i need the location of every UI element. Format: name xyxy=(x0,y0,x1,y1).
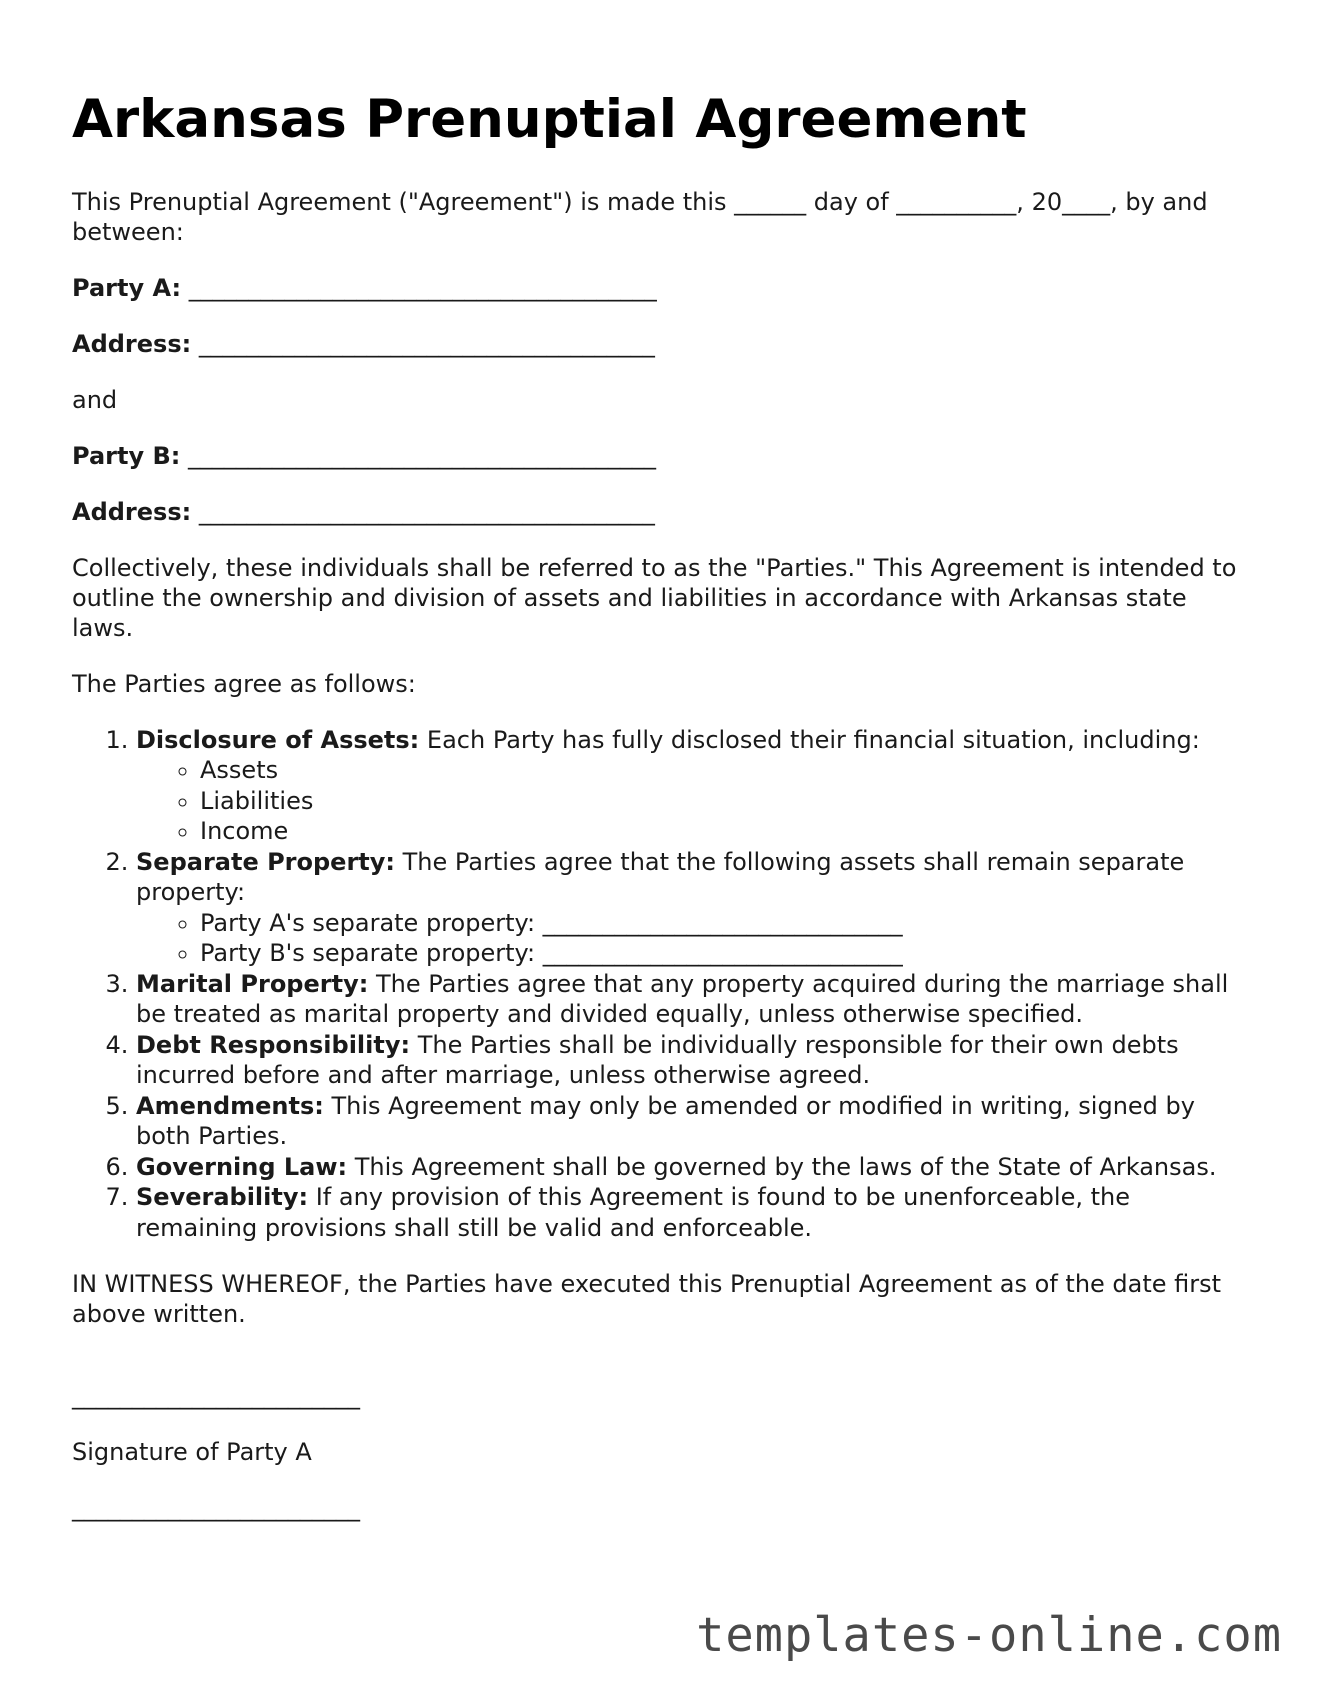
party-b-blank: _______________________________________ xyxy=(180,441,656,470)
address-b-blank: ______________________________________ xyxy=(191,497,655,526)
witness-paragraph: IN WITNESS WHEREOF, the Parties have executed this Prenuptial Agreement as of the date first above written. xyxy=(72,1270,1222,1329)
collectively-paragraph: Collectively, these individuals shall be referred to as the "Parties." This Agreement is intended to outline the ownership and division of assets and liabilities in accordance with Arkansas state laws. xyxy=(72,553,1237,642)
party-a-label: Party A: xyxy=(72,273,182,302)
clause-text: The Parties agree that any property acquired during the marriage shall be treated as marital property and divided equally, unless otherwise specified. xyxy=(136,969,1229,1029)
signature-line-a: ________________________ xyxy=(72,1382,360,1411)
clauses-list xyxy=(72,725,1252,1244)
clause-label: Debt Responsibility: xyxy=(136,1030,411,1059)
clause-label: Separate Property: xyxy=(136,847,395,876)
clause-text: Each Party has fully disclosed their financial situation, including: xyxy=(419,725,1200,754)
document-page xyxy=(72,90,1252,1549)
clause-label: Disclosure of Assets: xyxy=(136,725,420,754)
clause-item xyxy=(136,1182,1252,1243)
clause-label: Governing Law: xyxy=(136,1152,348,1181)
subitem: ◦ Party B's separate property: ______________________________ xyxy=(200,938,1252,969)
clause-text: The Parties agree that the following assets shall remain separate property: xyxy=(136,847,1185,907)
clause-subitems xyxy=(136,755,1252,847)
clause-text: This Agreement shall be governed by the laws of the State of Arkansas. xyxy=(347,1152,1217,1181)
watermark-text: templates-online.com xyxy=(696,1608,1282,1663)
spacer xyxy=(72,1355,1252,1381)
party-b-line xyxy=(72,441,1252,471)
party-a-line xyxy=(72,273,1252,303)
clause-item xyxy=(136,847,1252,969)
clause-label: Amendments: xyxy=(136,1091,324,1120)
subitem: ◦ Income xyxy=(200,816,1252,847)
address-b-line xyxy=(72,497,1252,527)
signature-line-b: ________________________ xyxy=(72,1494,360,1523)
subitem: ◦ Liabilities xyxy=(200,786,1252,817)
address-a-label: Address: xyxy=(72,329,192,358)
address-a-blank: ______________________________________ xyxy=(191,329,655,358)
clause-text: If any provision of this Agreement is found to be unenforceable, the remaining provisions shall still be valid and enforceable. xyxy=(136,1183,1130,1242)
intro-paragraph: This Prenuptial Agreement ("Agreement") is made this ______ day of __________, 20____, by and between: xyxy=(72,187,1208,246)
signature-label-a: Signature of Party A xyxy=(72,1438,312,1467)
document-title: Arkansas Prenuptial Agreement xyxy=(72,89,1027,150)
clause-item xyxy=(136,725,1252,847)
clause-subitems xyxy=(136,908,1252,969)
clause-item xyxy=(136,1091,1252,1152)
clause-label: Severability: xyxy=(136,1183,309,1212)
clause-item xyxy=(136,969,1252,1030)
subitem: ◦ Assets xyxy=(200,755,1252,786)
party-b-label: Party B: xyxy=(72,441,181,470)
clause-item xyxy=(136,1152,1252,1183)
clause-text: The Parties shall be individually responsible for their own debts incurred before and after marriage, unless otherwise agreed. xyxy=(136,1030,1179,1090)
subitem: ◦ Party A's separate property: ______________________________ xyxy=(200,908,1252,939)
clause-item xyxy=(136,1030,1252,1091)
clause-label: Marital Property: xyxy=(136,969,369,998)
address-b-label: Address: xyxy=(72,497,192,526)
party-a-blank: _______________________________________ xyxy=(181,273,657,302)
and-text: and xyxy=(72,385,118,414)
clause-text: This Agreement may only be amended or modified in writing, signed by both Parties. xyxy=(136,1091,1195,1151)
agree-intro: The Parties agree as follows: xyxy=(72,669,416,698)
address-a-line xyxy=(72,329,1252,359)
